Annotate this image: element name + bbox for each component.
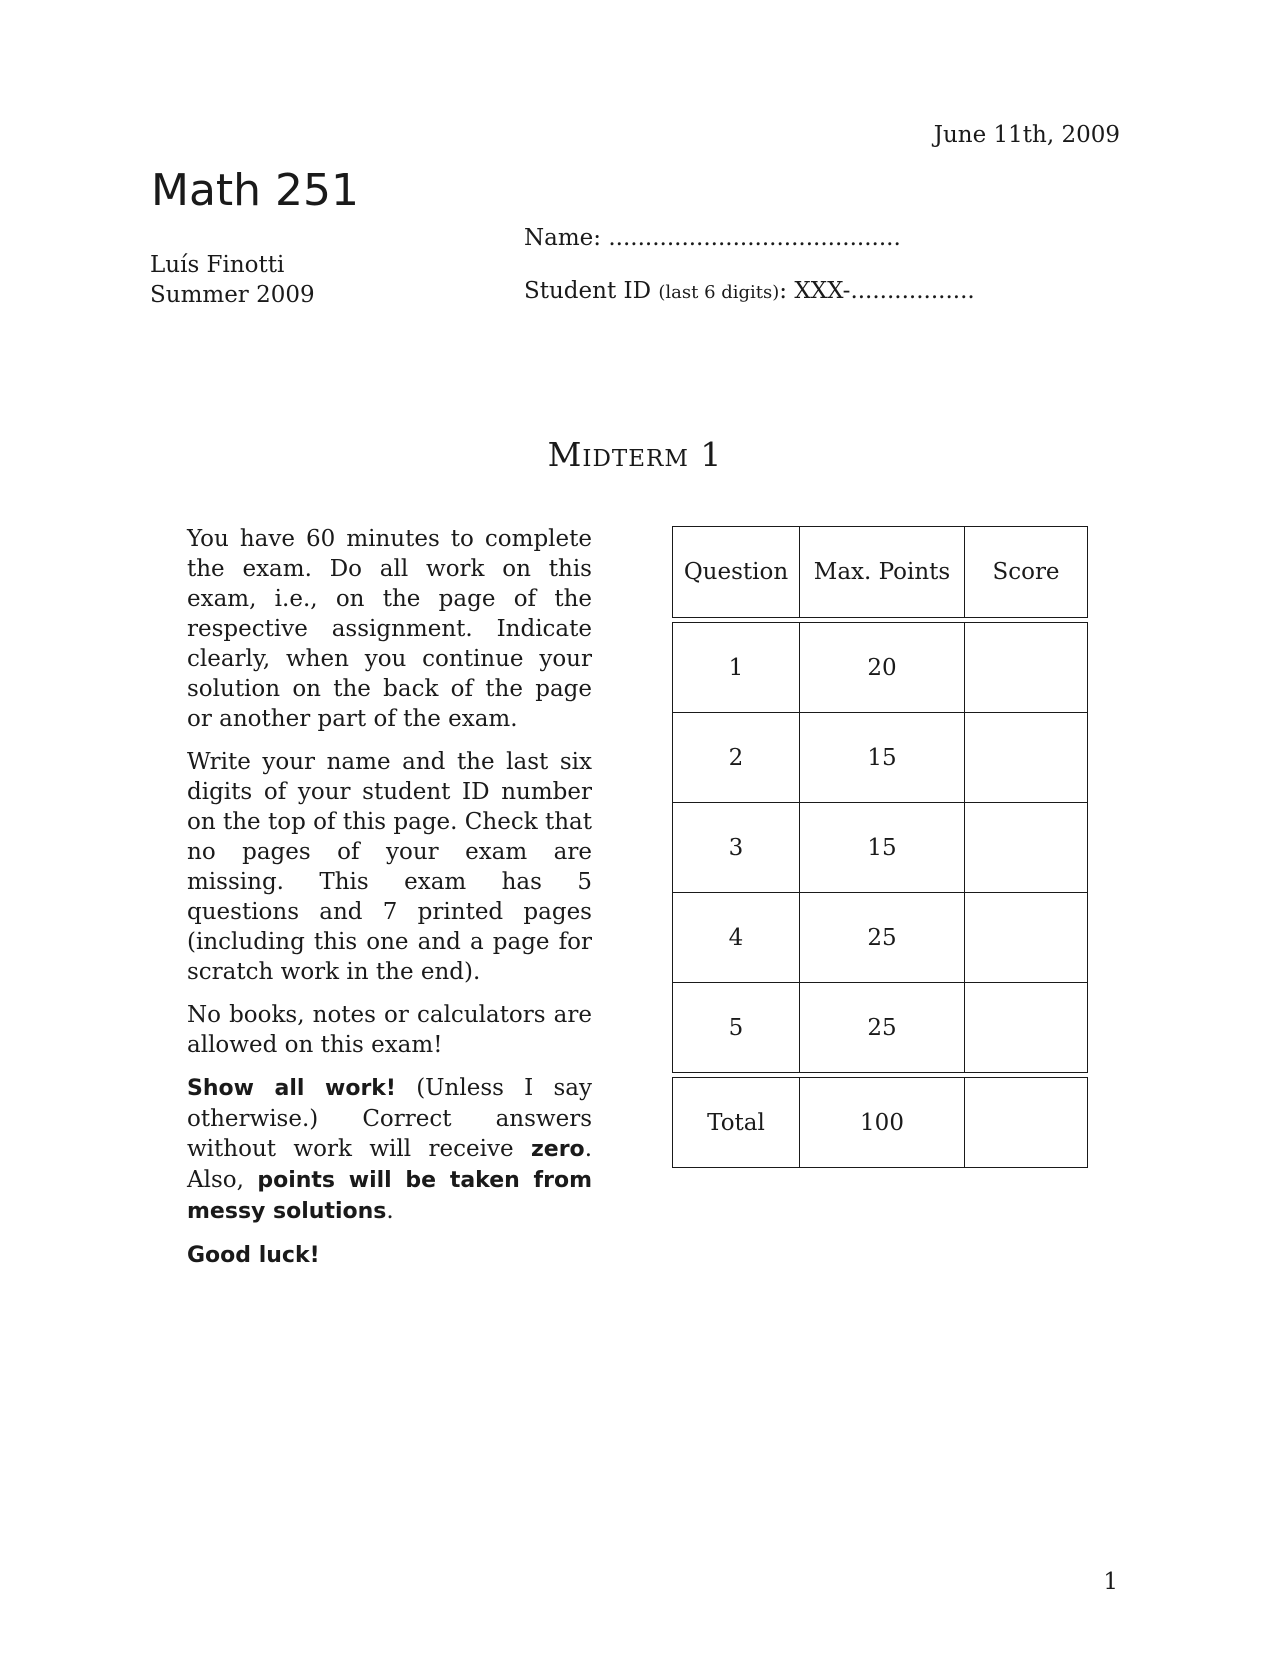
score-cell[interactable] (965, 893, 1088, 983)
score-cell[interactable] (965, 803, 1088, 893)
exam-title: Midterm 1 (547, 435, 723, 474)
max-points: 20 (800, 623, 965, 713)
question-number: 4 (673, 893, 800, 983)
student-id-field[interactable] (524, 278, 975, 304)
question-number: 3 (673, 803, 800, 893)
instruction-time: You have 60 minutes to complete the exam. Do all work on this exam, i.e., on the page of the respective assignment. Indicate clearly, when you continue your solution on the back of the page or another part of the exam. (187, 526, 592, 732)
table-header-row (673, 527, 1088, 618)
question-number: 5 (673, 983, 800, 1073)
student-id-label: Student ID (524, 278, 652, 304)
max-points: 25 (800, 983, 965, 1073)
instructor-block (150, 250, 315, 310)
table-row (673, 623, 1088, 713)
exam-date: June 11th, 2009 (933, 122, 1120, 148)
messy-emphasis: points will be taken from messy solutions (187, 1168, 593, 1224)
max-points: 25 (800, 893, 965, 983)
table-row (673, 803, 1088, 893)
name-field[interactable] (524, 225, 901, 251)
total-score-cell[interactable] (965, 1078, 1088, 1168)
table-row (673, 893, 1088, 983)
score-cell[interactable] (965, 623, 1088, 713)
instruction-text: (Unless I say otherwise.) Correct answers without work will receive (187, 1075, 592, 1162)
max-points: 15 (800, 803, 965, 893)
question-number: 2 (673, 713, 800, 803)
instructions (187, 524, 592, 1284)
zero-emphasis: zero (530, 1137, 585, 1162)
header-score: Score (965, 527, 1088, 618)
max-points: 15 (800, 713, 965, 803)
score-cell[interactable] (965, 713, 1088, 803)
question-number: 1 (673, 623, 800, 713)
total-label: Total (673, 1078, 800, 1168)
page-number: 1 (1103, 1569, 1118, 1595)
instruction-text: . Also, (187, 1136, 592, 1193)
score-table (672, 526, 1088, 1168)
instruction-name-id: Write your name and the last six digits of your student ID number on the top of this page. Check that no pages of your exam are missing. This exam has 5 questions and 7 printed pages (including this one and a page for scratch work in the end). (187, 749, 592, 985)
instruction-show-work (187, 1073, 592, 1227)
instruction-text: . (386, 1198, 394, 1224)
table-row (673, 713, 1088, 803)
instruction-no-books: No books, notes or calculators are allowed on this exam! (187, 1002, 592, 1058)
student-id-hint: (last 6 digits) (658, 282, 780, 303)
good-luck (187, 1240, 592, 1271)
name-blank[interactable]: ........................................ (608, 225, 901, 251)
term: Summer 2009 (150, 282, 315, 308)
student-id-colon: : (779, 278, 788, 304)
course-title: Math 251 (151, 165, 360, 216)
student-id-prefix: XXX- (794, 278, 851, 304)
student-id-blank[interactable]: ................. (850, 278, 975, 304)
name-label: Name: (524, 225, 602, 251)
total-row (673, 1078, 1088, 1168)
header-max-points: Max. Points (800, 527, 965, 618)
good-luck-text: Good luck! (187, 1243, 320, 1268)
show-all-work: Show all work! (187, 1076, 396, 1101)
instructor-name: Luís Finotti (150, 252, 285, 278)
table-row (673, 983, 1088, 1073)
total-points: 100 (800, 1078, 965, 1168)
header-question: Question (673, 527, 800, 618)
score-cell[interactable] (965, 983, 1088, 1073)
